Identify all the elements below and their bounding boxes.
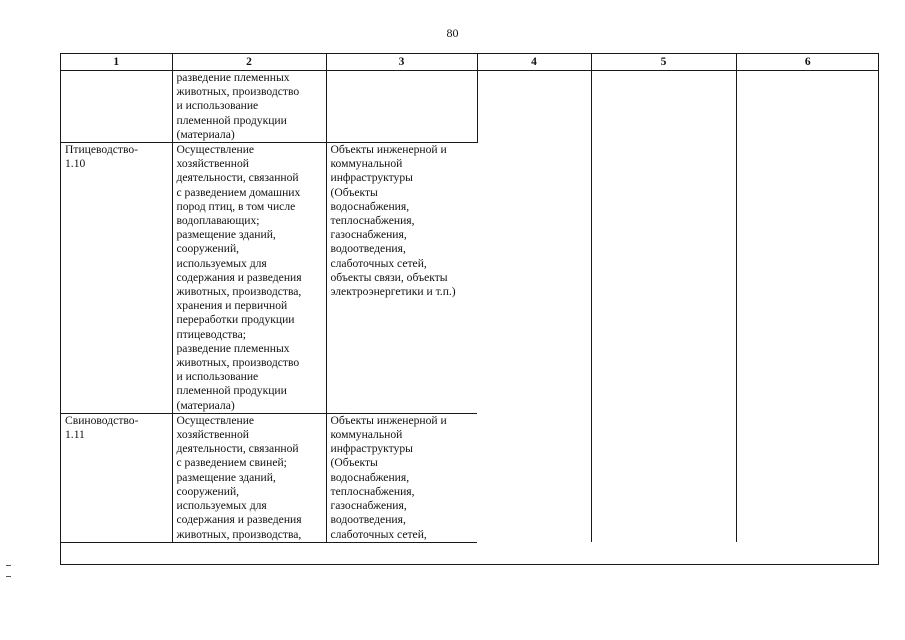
cell-permitted-objects: [326, 413, 477, 542]
cell-text-line: слаботочных сетей,: [330, 527, 427, 541]
cell-text-line: племенной продукции: [176, 384, 287, 398]
cell-permitted-objects: [326, 143, 477, 414]
column-header-1: 1: [61, 54, 172, 71]
cell-text-line: водоснабжения,: [330, 470, 410, 484]
column-header-6: 6: [736, 54, 879, 71]
cell-column-4: [477, 71, 591, 543]
column-header-4: 4: [477, 54, 591, 71]
cell-code: [61, 413, 172, 542]
cell-text-line: 1.10: [65, 157, 86, 171]
cell-text-line: разведение племенных: [176, 341, 290, 355]
cell-text-line: содержания и разведения: [176, 270, 302, 284]
cell-code: [61, 71, 172, 143]
cell-text-line: хранения и первичной: [176, 299, 288, 313]
cell-text-line: газоснабжения,: [330, 499, 407, 513]
cell-text-line: животных, производство: [176, 85, 300, 99]
cell-text-line: электроэнергетики и т.п.): [330, 285, 456, 299]
cell-text-line: животных, производства,: [176, 285, 302, 299]
cell-text-line: сооружений,: [176, 242, 240, 256]
margin-mark: [6, 565, 11, 577]
cell-text-line: (Объекты: [330, 185, 378, 199]
cell-text-line: деятельности, связанной: [176, 442, 299, 456]
cell-text-line: хозяйственной: [176, 157, 249, 171]
cell-text-line: размещение зданий,: [176, 228, 276, 242]
cell-text-line: объекты связи, объекты: [330, 270, 448, 284]
cell-text-line: Объекты инженерной и: [330, 413, 447, 427]
cell-text-line: и использование: [176, 99, 259, 113]
cell-text-line: и использование: [176, 370, 259, 384]
cell-text-line: Осуществление: [176, 143, 255, 157]
land-use-table: [61, 54, 879, 543]
cell-text-line: Птицеводство-: [65, 143, 139, 157]
cell-column-5: [591, 71, 736, 543]
column-header-3: 3: [326, 54, 477, 71]
cell-text-line: Осуществление: [176, 413, 255, 427]
cell-text-line: племенной продукции: [176, 113, 287, 127]
cell-text-line: с разведением свиней;: [176, 456, 287, 470]
cell-description: [172, 71, 326, 143]
cell-text-line: (материала): [176, 127, 235, 141]
cell-text-line: пород птиц, в том числе: [176, 199, 296, 213]
cell-text-line: хозяйственной: [176, 428, 249, 442]
cell-text-line: коммунальной: [330, 428, 403, 442]
cell-text-line: птицеводства;: [176, 327, 246, 341]
column-header-2: 2: [172, 54, 326, 71]
cell-text-line: животных, производство: [176, 356, 300, 370]
cell-text-line: водоплавающих;: [176, 214, 260, 228]
cell-text-line: теплоснабжения,: [330, 214, 415, 228]
cell-text-line: слаботочных сетей,: [330, 256, 427, 270]
cell-code: [61, 143, 172, 414]
cell-text-line: разведение племенных: [176, 71, 290, 84]
cell-description: [172, 143, 326, 414]
cell-text-line: размещение зданий,: [176, 470, 276, 484]
cell-text-line: водоотведения,: [330, 242, 406, 256]
table-row: [61, 71, 879, 143]
cell-text-line: инфраструктуры: [330, 442, 413, 456]
cell-text-line: с разведением домашних: [176, 185, 301, 199]
table-header-row: [61, 54, 879, 71]
cell-text-line: животных, производства,: [176, 527, 302, 541]
cell-text-line: коммунальной: [330, 157, 403, 171]
cell-column-6: [736, 71, 879, 543]
cell-text-line: водоснабжения,: [330, 199, 410, 213]
cell-text-line: Свиноводство-: [65, 413, 139, 427]
land-use-table-wrap: [60, 53, 879, 565]
column-header-5: 5: [591, 54, 736, 71]
cell-text-line: содержания и разведения: [176, 513, 302, 527]
cell-text-line: водоотведения,: [330, 513, 406, 527]
cell-text-line: Объекты инженерной и: [330, 143, 447, 157]
cell-text-line: теплоснабжения,: [330, 484, 415, 498]
cell-text-line: используемых для: [176, 256, 267, 270]
cell-permitted-objects: [326, 71, 477, 143]
cell-text-line: газоснабжения,: [330, 228, 407, 242]
cell-text-line: переработки продукции: [176, 313, 295, 327]
cell-text-line: используемых для: [176, 499, 267, 513]
cell-description: [172, 413, 326, 542]
cell-text-line: сооружений,: [176, 484, 240, 498]
cell-text-line: (материала): [176, 398, 235, 412]
cell-text-line: инфраструктуры: [330, 171, 413, 185]
cell-text-line: (Объекты: [330, 456, 378, 470]
page-number: 80: [446, 26, 459, 40]
cell-text-line: 1.11: [65, 428, 85, 442]
cell-text-line: деятельности, связанной: [176, 171, 299, 185]
